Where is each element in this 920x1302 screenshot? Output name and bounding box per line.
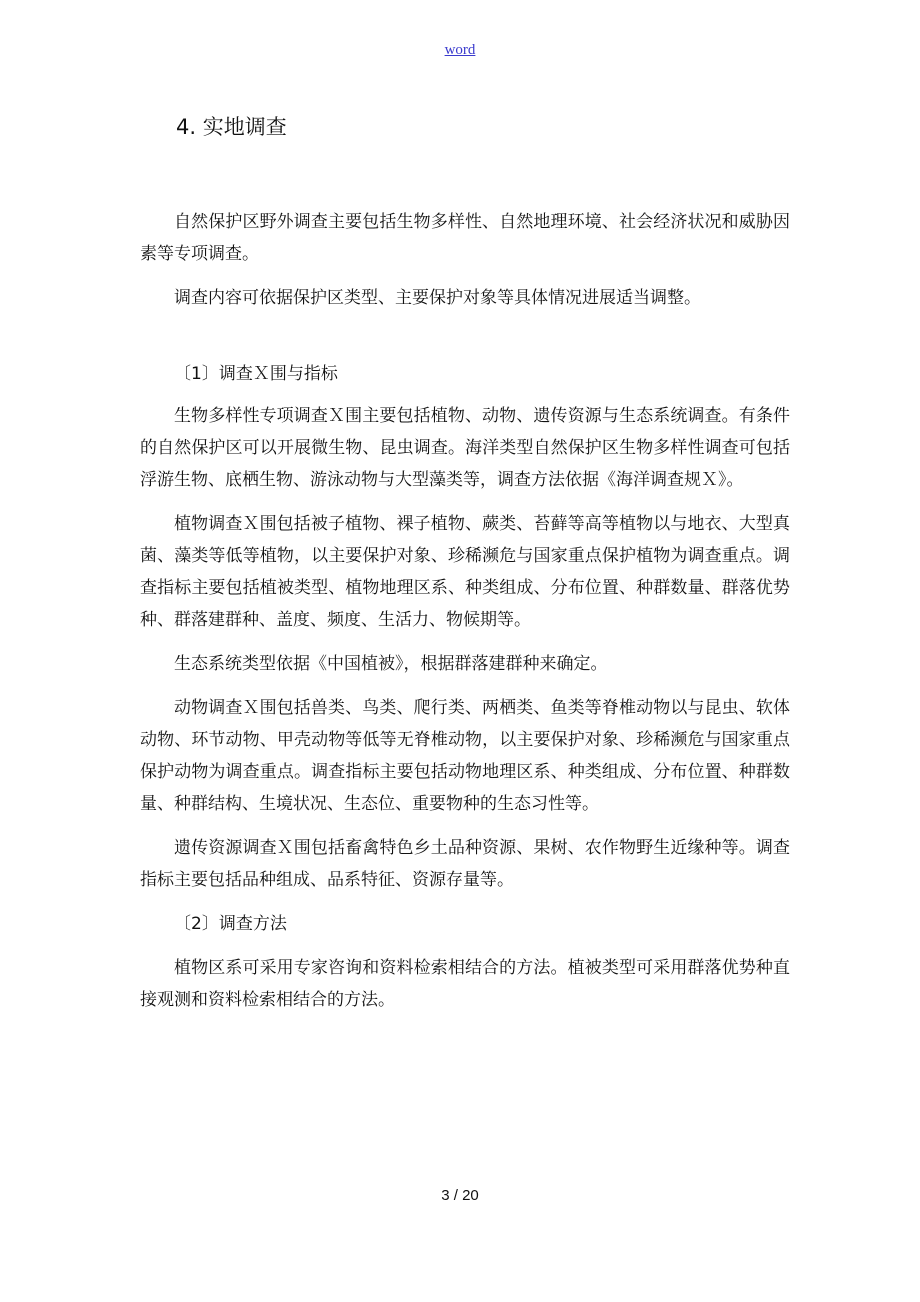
page-content (140, 112, 790, 1016)
paragraph-animal-survey: 动物调查Ｘ围包括兽类、鸟类、爬行类、两栖类、鱼类等脊椎动物以与昆虫、软体动物、环节动物、甲壳动物等低等无脊椎动物，以主要保护对象、珍稀濒危与国家重点保护动物为调查重点。调查指标主要包括动物地理区系、种类组成、分布位置、种群数量、种群结构、生境状况、生态位、重要物种的生态习性等。 (140, 698, 790, 814)
paragraph-ecosystem-type: 生态系统类型依据《中国植被》，根据群落建群种来确定。 (174, 654, 608, 674)
page-number: 3 / 20 (441, 1187, 479, 1204)
paragraph-flora-methods: 植物区系可采用专家咨询和资料检索相结合的方法。植被类型可采用群落优势种直接观测和资料检索相结合的方法。 (140, 958, 790, 1010)
subheading-scope-indicators: 〔1〕调查Ｘ围与指标 (174, 364, 338, 384)
section-title: 4. 实地调查 (176, 115, 287, 139)
paragraph-biodiversity: 生物多样性专项调查Ｘ围主要包括植物、动物、遗传资源与生态系统调查。有条件的自然保护区可以开展微生物、昆虫调查。海洋类型自然保护区生物多样性调查可包括浮游生物、底栖生物、游泳动物与大型藻类等，调查方法依据《海洋调查规Ｘ》。 (140, 406, 790, 490)
paragraph-survey-scope: 自然保护区野外调查主要包括生物多样性、自然地理环境、社会经济状况和威胁因素等专项调查。 (140, 212, 790, 264)
subheading-survey-methods: 〔2〕调查方法 (174, 914, 287, 934)
paragraph-survey-adjustment: 调查内容可依据保护区类型、主要保护对象等具体情况进展适当调整。 (174, 288, 701, 308)
paragraph-genetic-resources: 遗传资源调查Ｘ围包括畜禽特色乡土品种资源、果树、农作物野生近缘种等。调查指标主要包括品种组成、品系特征、资源存量等。 (140, 838, 790, 890)
paragraph-plant-survey: 植物调查Ｘ围包括被子植物、裸子植物、蕨类、苔藓等高等植物以与地衣、大型真菌、藻类等低等植物，以主要保护对象、珍稀濒危与国家重点保护植物为调查重点。调查指标主要包括植被类型、植物地理区系、种类组成、分布位置、种群数量、群落优势种、群落建群种、盖度、频度、生活力、物候期等。 (140, 514, 790, 630)
header-word-link[interactable]: word (444, 42, 476, 58)
